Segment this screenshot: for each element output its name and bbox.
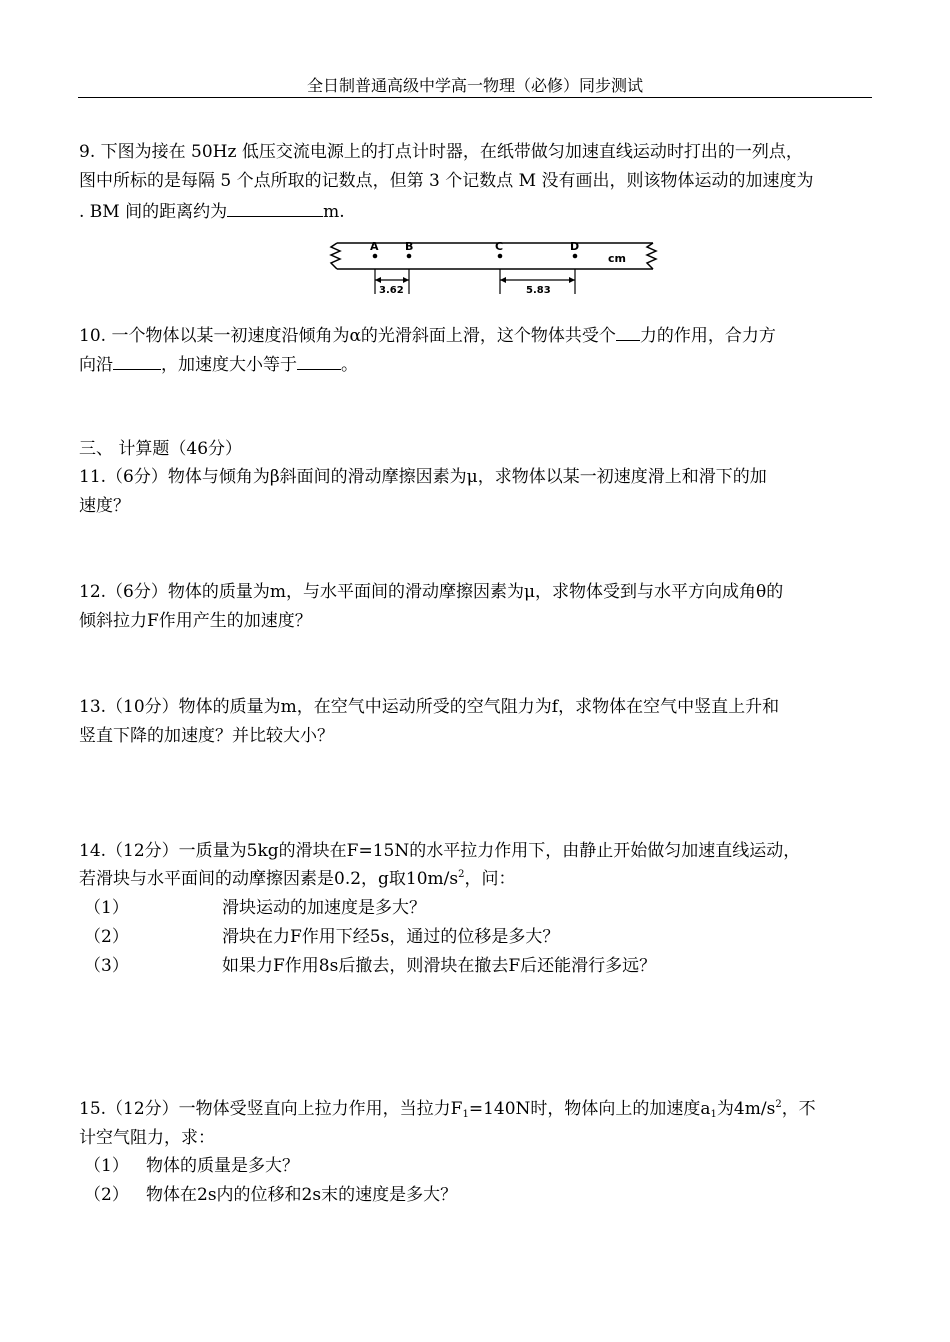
dot-a [373, 254, 378, 259]
q15-line1-text-a: 15.（12分）一物体受竖直向上拉力作用，当拉力F [79, 1099, 463, 1119]
q9-line2: 图中所标的是每隔 5 个点所取的记数点，但第 3 个记数点 M 没有画出，则该物体运动的加速度为 [79, 171, 814, 191]
label-c: C [495, 240, 504, 253]
dim-cd: 5.83 [526, 285, 551, 296]
q15-line2: 计空气阻力，求： [79, 1128, 215, 1148]
label-unit: cm [608, 252, 626, 265]
dim-ab: 3.62 [379, 285, 404, 296]
label-b: B [405, 240, 414, 253]
q15-subscript-f: 1 [462, 1109, 469, 1120]
answer-blank-force-count[interactable] [616, 322, 640, 341]
section-title: 三、 计算题（46分） [79, 439, 243, 459]
q14-item-3-num: （3） [84, 956, 129, 976]
q14-line1: 14.（12分）一质量为5kg的滑块在F=15N的水平拉力作用下，由静止开始做匀加速直线运动， [79, 841, 801, 861]
q15-item-1-num: （1） [84, 1156, 129, 1176]
q10-line2-text-a: 向沿 [79, 355, 113, 375]
ticker-tape-figure [325, 236, 665, 300]
q14-item-1-text: 滑块运动的加速度是多大？ [222, 898, 426, 918]
q15-line1-text-b: =140N时，物体向上的加速度a [468, 1099, 711, 1119]
q9-line3 [79, 198, 345, 224]
answer-blank-direction[interactable] [113, 351, 161, 370]
q15-line1-text-d: ，不 [781, 1099, 816, 1119]
q13-line1: 13.（10分）物体的质量为m，在空气中运动所受的空气阻力为f，求物体在空气中竖直上升和 [79, 697, 780, 717]
q14-item-2-text: 滑块在力F作用下经5s，通过的位移是多大？ [222, 927, 560, 947]
q14-item-1-num: （1） [84, 898, 129, 918]
header-rule [78, 97, 872, 98]
page-header: 全日制普通高级中学高一物理（必修）同步测试 [306, 76, 643, 95]
q10-line2-text-b: ，加速度大小等于 [161, 355, 297, 375]
q15-item-2-num: （2） [84, 1185, 129, 1205]
q15-line1-text-c: 为4m/s [716, 1099, 776, 1119]
q10-line1-text-a: 10. 一个物体以某一初速度沿倾角为α的光滑斜面上滑，这个物体共受个 [79, 326, 616, 346]
q14-superscript: 2 [458, 869, 465, 880]
q15-item-1-text: 物体的质量是多大？ [146, 1156, 299, 1176]
dot-c [498, 254, 503, 259]
q14-item-3-text: 如果力F作用8s后撤去，则滑块在撤去F后还能滑行多远？ [222, 956, 657, 976]
q15-subscript-a: 1 [710, 1109, 717, 1120]
tape-dots [373, 254, 578, 259]
answer-blank-acceleration[interactable] [297, 351, 341, 370]
q9-line1: 9. 下图为接在 50Hz 低压交流电源上的打点计时器，在纸带做匀加速直线运动时打出的一列点， [79, 142, 803, 162]
q14-line2 [79, 867, 516, 891]
q10-line1-text-b: 力的作用，合力方 [639, 326, 776, 346]
q15-line1 [79, 1097, 816, 1121]
q10-line2 [79, 351, 358, 377]
q10-line2-text-c: 。 [341, 355, 358, 375]
q9-line3-unit: m. [323, 202, 345, 222]
q14-item-2-num: （2） [84, 927, 129, 947]
q11-line2: 速度？ [79, 496, 130, 516]
q12-line2: 倾斜拉力F作用产生的加速度？ [79, 611, 312, 631]
label-a: A [370, 240, 379, 253]
q14-line2-text-b: ，问： [464, 869, 516, 889]
answer-blank-bm[interactable] [227, 198, 323, 217]
q15-superscript: 2 [775, 1099, 782, 1110]
label-d: D [570, 240, 580, 253]
q14-line2-text-a: 若滑块与水平面间的动摩擦因素是0.2，g取10m/s [79, 869, 459, 889]
q10-line1 [79, 322, 776, 348]
q9-line3-text: . BM 间的距离约为 [79, 202, 228, 222]
dot-b [407, 254, 412, 259]
q15-item-2-text: 物体在2s内的位移和2s末的速度是多大？ [146, 1185, 458, 1205]
q12-line1: 12.（6分）物体的质量为m，与水平面间的滑动摩擦因素为μ，求物体受到与水平方向成角θ的 [79, 582, 784, 602]
q11-line1: 11.（6分）物体与倾角为β斜面间的滑动摩擦因素为μ，求物体以某一初速度滑上和滑下的加 [79, 467, 767, 487]
dot-d [573, 254, 578, 259]
q13-line2: 竖直下降的加速度？并比较大小？ [79, 726, 334, 746]
